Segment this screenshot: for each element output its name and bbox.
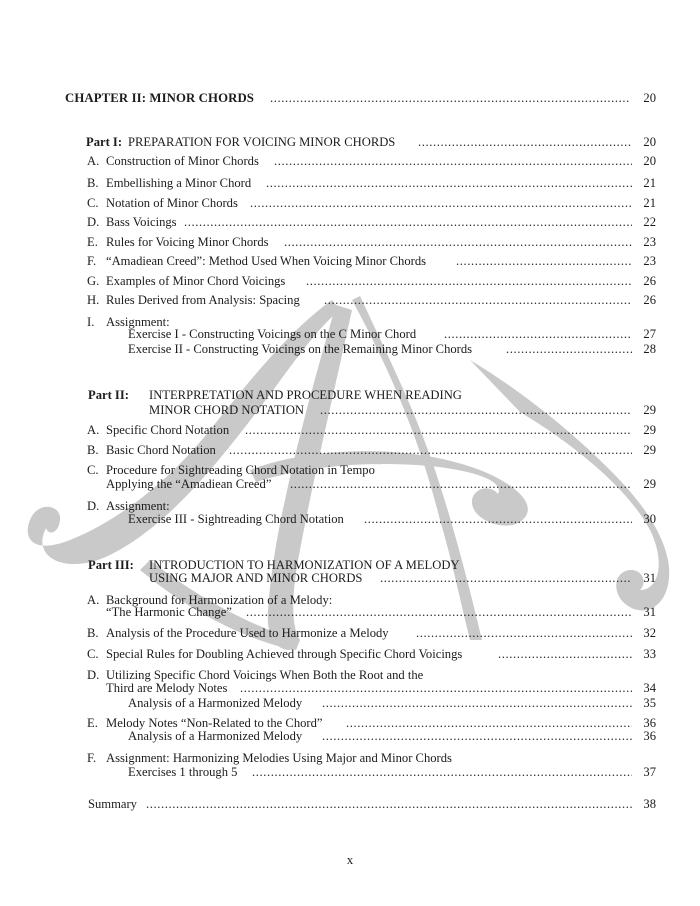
dot-leader [456, 252, 632, 270]
page-number: 37 [643, 765, 656, 779]
item-letter: A. [87, 423, 100, 437]
item-letter: H. [87, 293, 100, 307]
toc-item[interactable] [0, 441, 700, 459]
subitem-title: Analysis of a Harmonized Melody [128, 729, 303, 743]
item-letter: B. [87, 626, 99, 640]
item-letter: D. [87, 215, 100, 229]
item-title: Construction of Minor Chords [106, 154, 259, 168]
page-number: 26 [643, 274, 656, 288]
page-number: 29 [643, 443, 656, 457]
toc-item[interactable] [0, 603, 700, 621]
toc-item[interactable] [0, 152, 700, 170]
toc-subitem[interactable] [0, 694, 700, 712]
toc-part2-row[interactable] [0, 401, 700, 419]
item-title-line2: Third are Melody Notes [106, 681, 228, 695]
footer-page-number: x [346, 852, 354, 867]
toc-item[interactable] [0, 194, 700, 212]
toc-item[interactable] [0, 272, 700, 290]
page-number: 31 [643, 571, 656, 585]
item-title: Analysis of the Procedure Used to Harmonize a Melody [106, 626, 389, 640]
toc-item[interactable] [0, 475, 700, 493]
item-letter: G. [87, 274, 100, 288]
item-letter: B. [87, 176, 99, 190]
item-letter: E. [87, 235, 98, 249]
page-number: 38 [643, 797, 656, 811]
page-number: 29 [643, 423, 656, 437]
dot-leader [322, 694, 632, 712]
item-title: Special Rules for Doubling Achieved through Specific Chord Voicings [106, 647, 463, 661]
page-number: 21 [643, 196, 656, 210]
part-title-line1: INTERPRETATION AND PROCEDURE WHEN READING [149, 388, 462, 402]
item-title: Notation of Minor Chords [106, 196, 238, 210]
item-title-line1: Background for Harmonization of a Melody: [106, 593, 333, 607]
item-title: Bass Voicings [106, 215, 177, 229]
part-title-line2: USING MAJOR AND MINOR CHORDS [149, 571, 363, 585]
dot-leader [364, 510, 632, 528]
dot-leader [146, 795, 632, 813]
page-number: 35 [643, 696, 656, 710]
page-number: 36 [643, 716, 656, 730]
dot-leader [184, 213, 632, 231]
part-title: PREPARATION FOR VOICING MINOR CHORDS [128, 135, 396, 149]
item-title: Examples of Minor Chord Voicings [106, 274, 286, 288]
item-title-line1: Procedure for Sightreading Chord Notation in Tempo [106, 463, 375, 477]
item-title: Basic Chord Notation [106, 443, 216, 457]
page-number: 36 [643, 729, 656, 743]
page-number: 23 [643, 254, 656, 268]
dot-leader [306, 272, 632, 290]
item-title-line2: Applying the “Amadiean Creed” [106, 477, 272, 491]
dot-leader [284, 233, 632, 251]
dot-leader [246, 603, 632, 621]
part-label: Part I: [86, 135, 123, 149]
toc-item[interactable] [0, 421, 700, 439]
item-letter: F. [87, 751, 97, 765]
dot-leader [498, 645, 632, 663]
page-number: 31 [643, 605, 656, 619]
toc-item[interactable] [0, 174, 700, 192]
item-title-line2: Exercises 1 through 5 [128, 765, 238, 779]
item-letter: D. [87, 668, 100, 682]
item-letter: C. [87, 196, 99, 210]
dot-leader [245, 421, 632, 439]
item-title: Specific Chord Notation [106, 423, 230, 437]
toc-item[interactable] [0, 213, 700, 231]
item-letter: F. [87, 254, 97, 268]
dot-leader [418, 133, 632, 151]
toc-part3-row[interactable] [0, 569, 700, 587]
item-title: Embellishing a Minor Chord [106, 176, 252, 190]
part-title-line1: INTRODUCTION TO HARMONIZATION OF A MELODY [149, 558, 460, 572]
page-number: 27 [643, 327, 656, 341]
part-label: Part III: [88, 558, 134, 572]
page-number: 20 [643, 91, 656, 105]
page-number: 26 [643, 293, 656, 307]
dot-leader [416, 624, 632, 642]
item-letter: A. [87, 593, 100, 607]
dot-leader [229, 441, 632, 459]
toc-chapter-row[interactable] [0, 89, 700, 107]
page-number: 32 [643, 626, 656, 640]
item-letter: E. [87, 716, 98, 730]
page-number: 34 [643, 681, 656, 695]
toc-subitem[interactable] [0, 510, 700, 528]
page-number: 29 [643, 477, 656, 491]
page-number: 21 [643, 176, 656, 190]
part-label: Part II: [88, 388, 129, 402]
toc-item[interactable] [0, 645, 700, 663]
page-number: 28 [643, 342, 656, 356]
item-letter: B. [87, 443, 99, 457]
part-title-line2: MINOR CHORD NOTATION [149, 403, 305, 417]
toc-item[interactable] [0, 233, 700, 251]
page-number: 29 [643, 403, 656, 417]
item-letter: C. [87, 647, 99, 661]
page-number: 30 [643, 512, 656, 526]
toc-item[interactable] [0, 252, 700, 270]
dot-leader [324, 291, 632, 309]
item-letter: I. [87, 315, 95, 329]
toc-item[interactable] [0, 291, 700, 309]
dot-leader [506, 340, 632, 358]
dot-leader [320, 401, 632, 419]
toc-item[interactable] [0, 763, 700, 781]
item-letter: A. [87, 154, 100, 168]
page-number: 22 [643, 215, 656, 229]
item-title-line1: Utilizing Specific Chord Voicings When Both the Root and the [106, 668, 424, 682]
page-number: 33 [643, 647, 656, 661]
summary-title: Summary [88, 797, 137, 811]
dot-leader [266, 174, 632, 192]
subitem-title: Exercise III - Sightreading Chord Notation [128, 512, 344, 526]
item-title-line1: Assignment: Harmonizing Melodies Using Major and Minor Chords [106, 751, 452, 765]
subitem-title: Exercise II - Constructing Voicings on the Remaining Minor Chords [128, 342, 473, 356]
dot-leader [270, 89, 630, 107]
dot-leader [290, 475, 632, 493]
toc-subitem[interactable] [0, 727, 700, 745]
item-title: Assignment: [106, 499, 170, 513]
item-title-line2: “The Harmonic Change” [106, 605, 232, 619]
item-letter: C. [87, 463, 99, 477]
item-title: Rules Derived from Analysis: Spacing [106, 293, 300, 307]
item-title: Melody Notes “Non-Related to the Chord” [106, 716, 323, 730]
dot-leader [252, 763, 632, 781]
item-title: Assignment: [106, 315, 170, 329]
toc-subitem[interactable] [0, 340, 700, 358]
page-number: 23 [643, 235, 656, 249]
item-letter: D. [87, 499, 100, 513]
subitem-title: Analysis of a Harmonized Melody [128, 696, 303, 710]
subitem-title: Exercise I - Constructing Voicings on the C Minor Chord [128, 327, 417, 341]
dot-leader [274, 152, 632, 170]
toc-part1-row[interactable] [0, 133, 700, 151]
page-number: 20 [643, 135, 656, 149]
page-number: 20 [643, 154, 656, 168]
item-title: Rules for Voicing Minor Chords [106, 235, 269, 249]
toc-summary-row[interactable] [0, 795, 700, 813]
item-title: “Amadiean Creed”: Method Used When Voicing Minor Chords [106, 254, 427, 268]
dot-leader [380, 569, 632, 587]
dot-leader [322, 727, 632, 745]
dot-leader [250, 194, 632, 212]
chapter-title: CHAPTER II: MINOR CHORDS [65, 91, 255, 105]
toc-item[interactable] [0, 624, 700, 642]
